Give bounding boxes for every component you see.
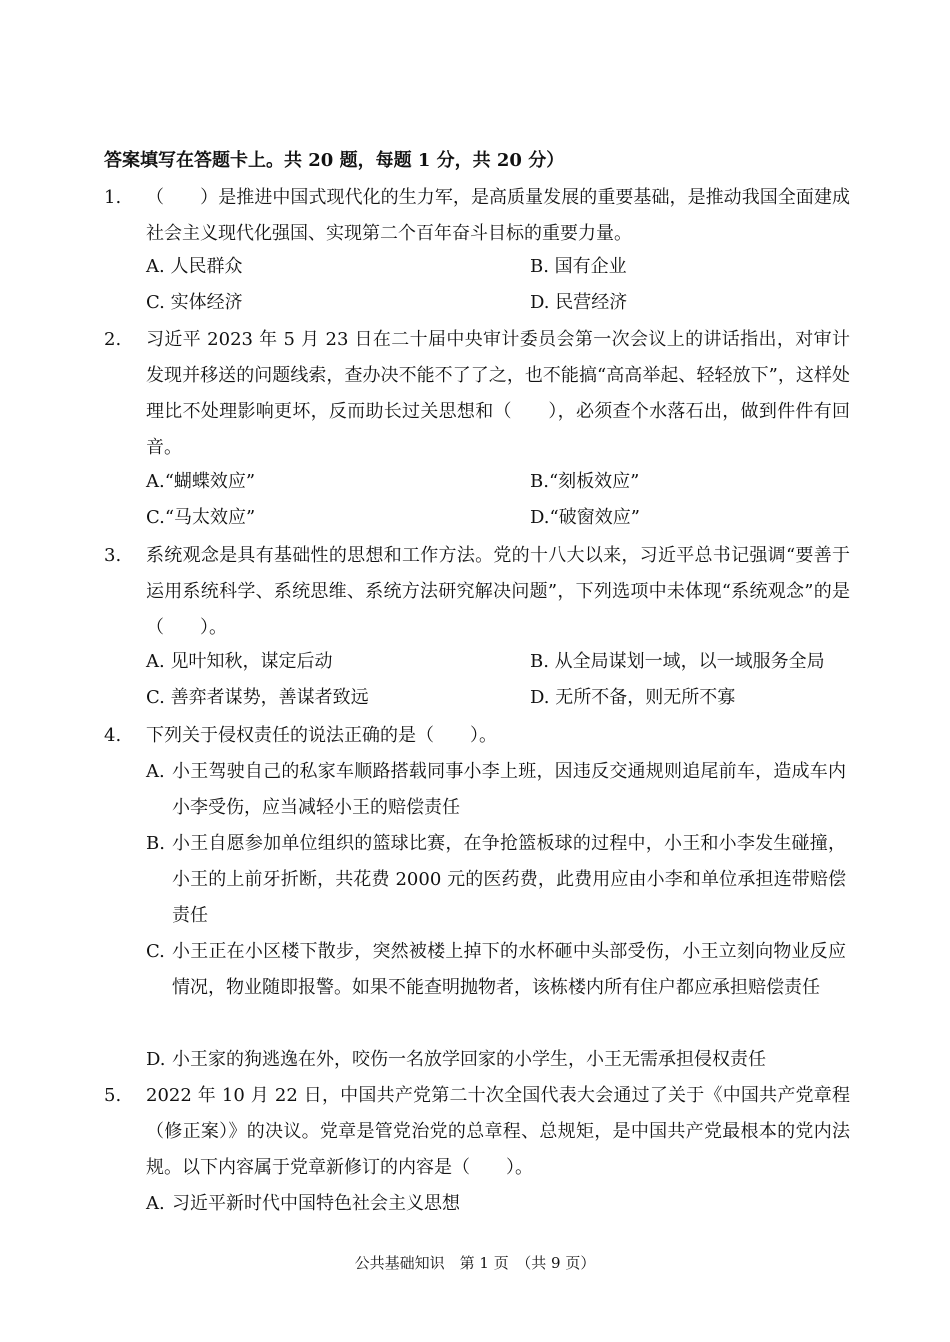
option-label: A. (146, 761, 165, 782)
option-text: 小王驾驶自己的私家车顺路搭载同事小李上班，因违反交通规则追尾前车，造成车内小李受伤，应当减轻小王的赔偿责任 (172, 761, 846, 818)
question-5-option-a (146, 1186, 846, 1222)
question-stem: （ ）是推进中国式现代化的生力军，是高质量发展的重要基础，是推动我国全面建成社会主义现代化强国、实现第二个百年奋斗目标的重要力量。 (146, 187, 850, 244)
option-b: B. 国有企业 (530, 256, 627, 277)
question-stem: 下列关于侵权责任的说法正确的是（ ）。 (146, 725, 497, 746)
question-number: 1. (104, 187, 122, 208)
question-5 (104, 1078, 850, 1186)
page-footer: 公共基础知识 第 1 页 （共 9 页） (354, 1254, 596, 1272)
option-label: B. (146, 833, 165, 854)
option-label: D. (146, 1049, 166, 1070)
question-number: 5. (104, 1085, 122, 1106)
option-b: B. 从全局谋划一域，以一域服务全局 (530, 651, 825, 672)
option-c: C.“马太效应” (146, 507, 256, 528)
option-label: C. (146, 941, 165, 962)
question-stem: 系统观念是具有基础性的思想和工作方法。党的十八大以来，习近平总书记强调“要善于运用系统科学、系统思维、系统方法研究解决问题”，下列选项中未体现“系统观念”的是（ ）。 (146, 545, 850, 638)
option-a: A. 人民群众 (146, 256, 243, 277)
question-number: 4. (104, 725, 122, 746)
question-stem: 2022 年 10 月 22 日，中国共产党第二十次全国代表大会通过了关于《中国共产党章程（修正案）》的决议。党章是管党治党的总章程、总规矩，是中国共产党最根本的党内法规。以下内容属于党章新修订的内容是（ ）。 (146, 1085, 850, 1178)
option-d: D. 无所不备，则无所不寡 (530, 687, 736, 708)
option-text: 小王家的狗逃逸在外，咬伤一名放学回家的小学生，小王无需承担侵权责任 (172, 1049, 766, 1070)
option-c: C. 善弈者谋势，善谋者致远 (146, 687, 369, 708)
question-1 (104, 180, 850, 252)
question-2 (104, 322, 850, 466)
question-4-option-b (146, 826, 846, 934)
question-4-option-c (146, 934, 846, 1006)
option-text: 小王正在小区楼下散步，突然被楼上掉下的水杯砸中头部受伤，小王立刻向物业反应情况，物业随即报警。如果不能查明抛物者，该栋楼内所有住户都应承担赔偿责任 (172, 941, 846, 998)
option-a: A. 见叶知秋，谋定后动 (146, 651, 333, 672)
question-4 (104, 718, 850, 754)
option-text: 小王自愿参加单位组织的篮球比赛，在争抢篮板球的过程中，小王和小李发生碰撞，小王的上前牙折断，共花费 2000 元的医药费，此费用应由小李和单位承担连带赔偿责任 (172, 833, 846, 926)
question-3 (104, 538, 850, 646)
question-number: 3. (104, 545, 122, 566)
option-d: D. 民营经济 (530, 292, 628, 313)
question-stem: 习近平 2023 年 5 月 23 日在二十届中央审计委员会第一次会议上的讲话指出，对审计发现并移送的问题线索，查办决不能不了了之，也不能搞“高高举起、轻轻放下”，这样处理比不处理影响更坏，反而助长过关思想和（ ），必须查个水落石出，做到件件有回音。 (146, 329, 850, 458)
option-d: D.“破窗效应” (530, 507, 640, 528)
section-header: 答案填写在答题卡上。共 20 题，每题 1 分，共 20 分） (104, 150, 565, 171)
option-a: A.“蝴蝶效应” (146, 471, 256, 492)
option-label: A. (146, 1193, 165, 1214)
question-number: 2. (104, 329, 122, 350)
question-4-option-a (146, 754, 846, 826)
question-4-option-d (146, 1042, 846, 1078)
option-b: B.“刻板效应” (530, 471, 640, 492)
option-text: 习近平新时代中国特色社会主义思想 (172, 1193, 460, 1214)
option-c: C. 实体经济 (146, 292, 243, 313)
